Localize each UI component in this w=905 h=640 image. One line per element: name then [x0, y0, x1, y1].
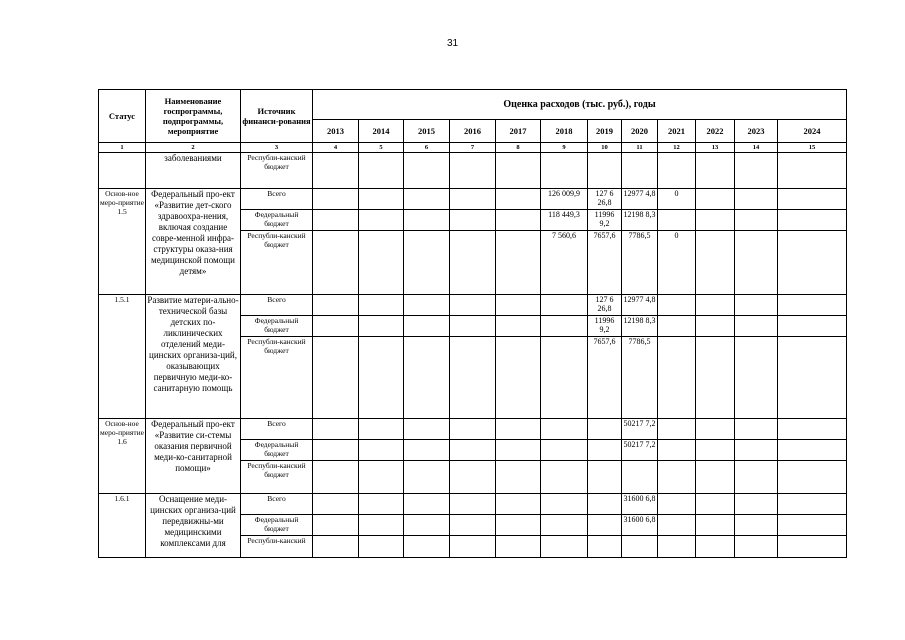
expense-value-cell: [359, 536, 404, 558]
expense-value-cell: [450, 515, 496, 536]
status-cell: [99, 153, 146, 189]
expense-value-cell: [450, 440, 496, 461]
expense-value-cell: [658, 536, 696, 558]
expense-value-cell: [778, 337, 847, 419]
expense-value-cell: [541, 153, 588, 189]
expense-value-cell: [496, 189, 541, 210]
expense-value-cell: [496, 316, 541, 337]
expense-value-cell: [450, 189, 496, 210]
header-name: Наименование госпрограммы, подпрограммы, мероприятие: [146, 90, 241, 143]
expense-value-cell: [778, 461, 847, 494]
funding-source-cell: Республи-канский бюджет: [241, 231, 313, 295]
year-header: 2013: [313, 120, 359, 143]
expense-value-cell: 11996 9,2: [588, 316, 622, 337]
year-header: 2016: [450, 120, 496, 143]
expense-value-cell: [313, 210, 359, 231]
expense-value-cell: [496, 494, 541, 515]
expense-value-cell: [450, 153, 496, 189]
expense-value-cell: [622, 153, 658, 189]
expense-value-cell: [778, 316, 847, 337]
expense-value-cell: [696, 494, 735, 515]
expense-value-cell: [450, 536, 496, 558]
expense-value-cell: [496, 231, 541, 295]
column-number: 8: [496, 143, 541, 153]
measure-name-cell: Федеральный про-ект «Развитие дет-ского здравоохра-нения, включая создание совре-менной инфра-структуры оказа-ния медицинской помощи детям»: [146, 189, 241, 295]
funding-source-cell: Федеральный бюджет: [241, 440, 313, 461]
year-header: 2019: [588, 120, 622, 143]
column-number: 9: [541, 143, 588, 153]
expense-value-cell: [450, 337, 496, 419]
expense-value-cell: [735, 295, 778, 316]
expense-value-cell: 127 6 26,8: [588, 189, 622, 210]
expense-value-cell: [313, 440, 359, 461]
expense-value-cell: [450, 419, 496, 440]
expense-value-cell: 7 560,6: [541, 231, 588, 295]
expense-value-cell: [496, 419, 541, 440]
expense-value-cell: [658, 440, 696, 461]
expense-value-cell: [404, 295, 450, 316]
expense-value-cell: [696, 337, 735, 419]
expense-value-cell: [588, 536, 622, 558]
expense-value-cell: [696, 231, 735, 295]
table-row: [99, 295, 847, 316]
expense-value-cell: [404, 515, 450, 536]
expense-value-cell: [778, 494, 847, 515]
expense-value-cell: [588, 461, 622, 494]
expense-value-cell: [622, 536, 658, 558]
expense-value-cell: [404, 494, 450, 515]
column-number: 7: [450, 143, 496, 153]
expense-value-cell: [658, 515, 696, 536]
expense-value-cell: [588, 153, 622, 189]
expense-value-cell: [735, 210, 778, 231]
expense-value-cell: [588, 440, 622, 461]
expense-value-cell: [313, 494, 359, 515]
expense-value-cell: [541, 536, 588, 558]
expense-value-cell: [404, 536, 450, 558]
funding-source-cell: Всего: [241, 189, 313, 210]
expense-value-cell: [696, 419, 735, 440]
expense-value-cell: [541, 440, 588, 461]
expense-value-cell: [496, 337, 541, 419]
expense-value-cell: [588, 515, 622, 536]
page-number: 31: [446, 38, 459, 49]
expense-value-cell: [404, 440, 450, 461]
status-cell: Основ-ное меро-приятие 1.6: [99, 419, 146, 494]
expense-value-cell: 7657,6: [588, 337, 622, 419]
expense-value-cell: [404, 419, 450, 440]
expense-value-cell: 12198 8,3: [622, 210, 658, 231]
column-number: 6: [404, 143, 450, 153]
expense-value-cell: [658, 153, 696, 189]
expense-value-cell: [541, 295, 588, 316]
column-number: 11: [622, 143, 658, 153]
funding-source-cell: Республи-канский бюджет: [241, 461, 313, 494]
status-cell: 1.6.1: [99, 494, 146, 558]
expense-value-cell: [778, 153, 847, 189]
year-header: 2018: [541, 120, 588, 143]
expense-value-cell: [735, 316, 778, 337]
expense-value-cell: 0: [658, 231, 696, 295]
expense-value-cell: [735, 440, 778, 461]
measure-name-cell: заболеваниями: [146, 153, 241, 189]
expense-value-cell: [696, 153, 735, 189]
year-header: 2020: [622, 120, 658, 143]
expense-value-cell: [588, 419, 622, 440]
expense-value-cell: [359, 515, 404, 536]
expense-value-cell: 118 449,3: [541, 210, 588, 231]
funding-source-cell: Федеральный бюджет: [241, 515, 313, 536]
expense-value-cell: [735, 231, 778, 295]
funding-source-cell: Федеральный бюджет: [241, 210, 313, 231]
table-row: [99, 494, 847, 515]
funding-source-cell: Всего: [241, 295, 313, 316]
expense-value-cell: [496, 515, 541, 536]
expense-value-cell: [496, 295, 541, 316]
expense-value-cell: [735, 494, 778, 515]
expense-value-cell: [359, 494, 404, 515]
column-number: 13: [696, 143, 735, 153]
expense-value-cell: [404, 461, 450, 494]
expense-value-cell: [313, 461, 359, 494]
expense-value-cell: [658, 316, 696, 337]
expense-value-cell: 11996 9,2: [588, 210, 622, 231]
expense-value-cell: [735, 461, 778, 494]
expense-value-cell: [359, 210, 404, 231]
year-header: 2022: [696, 120, 735, 143]
expense-value-cell: [359, 419, 404, 440]
year-header: 2021: [658, 120, 696, 143]
expense-value-cell: [658, 337, 696, 419]
expense-value-cell: 126 009,9: [541, 189, 588, 210]
expense-value-cell: [658, 461, 696, 494]
expense-value-cell: [658, 210, 696, 231]
header-source: Источник финанси-рования: [241, 90, 313, 143]
table-row: [99, 419, 847, 440]
expense-value-cell: [450, 231, 496, 295]
expense-value-cell: [658, 295, 696, 316]
column-number: 3: [241, 143, 313, 153]
expense-value-cell: [359, 461, 404, 494]
funding-source-cell: Республи-канский бюджет: [241, 337, 313, 419]
expense-value-cell: [313, 316, 359, 337]
expense-value-cell: [450, 210, 496, 231]
expense-value-cell: [778, 231, 847, 295]
expense-value-cell: [313, 231, 359, 295]
expense-value-cell: [313, 536, 359, 558]
expense-value-cell: [696, 536, 735, 558]
expense-value-cell: [778, 295, 847, 316]
expense-value-cell: [404, 153, 450, 189]
expense-value-cell: [696, 461, 735, 494]
expense-value-cell: 7786,5: [622, 231, 658, 295]
expense-value-cell: [778, 189, 847, 210]
expense-value-cell: [696, 515, 735, 536]
expense-value-cell: [450, 494, 496, 515]
expense-value-cell: 7657,6: [588, 231, 622, 295]
expense-value-cell: [404, 231, 450, 295]
expense-value-cell: [359, 440, 404, 461]
expense-value-cell: 12977 4,8: [622, 189, 658, 210]
expense-value-cell: [588, 494, 622, 515]
table-row: [99, 189, 847, 210]
expense-value-cell: [359, 316, 404, 337]
expense-value-cell: [541, 337, 588, 419]
expense-value-cell: 50217 7,2: [622, 419, 658, 440]
expense-value-cell: [359, 337, 404, 419]
expense-value-cell: 127 6 26,8: [588, 295, 622, 316]
expense-value-cell: [735, 419, 778, 440]
column-number: 2: [146, 143, 241, 153]
expense-value-cell: [735, 536, 778, 558]
measure-name-cell: Развитие матери-ально-технической базы детских по-ликлинических отделений меди-цинских организа-ций, оказывающих первичную меди-ко-санитарную помощь: [146, 295, 241, 419]
expense-value-cell: [313, 419, 359, 440]
column-number: 10: [588, 143, 622, 153]
expense-value-cell: [313, 337, 359, 419]
year-header: 2015: [404, 120, 450, 143]
funding-source-cell: Республи-канский: [241, 536, 313, 558]
expense-value-cell: [359, 295, 404, 316]
column-number: 4: [313, 143, 359, 153]
header-estimate: Оценка расходов (тыс. руб.), годы: [313, 90, 847, 120]
expense-value-cell: [541, 461, 588, 494]
funding-source-cell: Всего: [241, 494, 313, 515]
expenses-table: [98, 89, 847, 558]
status-cell: Основ-ное меро-приятие 1.5: [99, 189, 146, 295]
expense-value-cell: [696, 210, 735, 231]
expense-value-cell: [359, 153, 404, 189]
expense-value-cell: [359, 189, 404, 210]
measure-name-cell: Оснащение меди-цинских организа-ций передвижны-ми медицинскими комплексами для: [146, 494, 241, 558]
expense-value-cell: [450, 316, 496, 337]
expense-value-cell: [404, 210, 450, 231]
measure-name-cell: Федеральный про-ект «Развитие си-стемы оказания первичной меди-ко-санитарной помощи»: [146, 419, 241, 494]
expense-value-cell: [450, 461, 496, 494]
expense-value-cell: 12977 4,8: [622, 295, 658, 316]
expense-value-cell: [313, 153, 359, 189]
expense-value-cell: [778, 210, 847, 231]
year-header: 2024: [778, 120, 847, 143]
expense-value-cell: [496, 210, 541, 231]
expense-value-cell: [696, 316, 735, 337]
expense-value-cell: 31600 6,8: [622, 515, 658, 536]
column-number: 14: [735, 143, 778, 153]
expense-value-cell: [359, 231, 404, 295]
expense-value-cell: [496, 153, 541, 189]
expense-value-cell: [622, 461, 658, 494]
funding-source-cell: Всего: [241, 419, 313, 440]
expense-value-cell: [541, 419, 588, 440]
table-row: [99, 153, 847, 189]
expense-value-cell: [696, 189, 735, 210]
expense-value-cell: [496, 461, 541, 494]
expense-value-cell: [696, 295, 735, 316]
expense-value-cell: 31600 6,8: [622, 494, 658, 515]
year-header: 2023: [735, 120, 778, 143]
expense-value-cell: [658, 419, 696, 440]
column-number: 12: [658, 143, 696, 153]
expense-value-cell: [313, 295, 359, 316]
expense-value-cell: [735, 189, 778, 210]
expense-value-cell: [450, 295, 496, 316]
expense-value-cell: [541, 515, 588, 536]
expense-value-cell: [313, 515, 359, 536]
expense-value-cell: [404, 316, 450, 337]
expense-value-cell: [778, 515, 847, 536]
funding-source-cell: Федеральный бюджет: [241, 316, 313, 337]
expense-value-cell: [735, 337, 778, 419]
column-number: 15: [778, 143, 847, 153]
expense-value-cell: [696, 440, 735, 461]
expense-value-cell: 7786,5: [622, 337, 658, 419]
expense-value-cell: [778, 419, 847, 440]
expense-value-cell: [778, 536, 847, 558]
status-cell: 1.5.1: [99, 295, 146, 419]
year-header: 2017: [496, 120, 541, 143]
expense-value-cell: [735, 515, 778, 536]
expense-value-cell: [496, 440, 541, 461]
expense-value-cell: [658, 494, 696, 515]
header-status: Статус: [99, 90, 146, 143]
expense-value-cell: 50217 7,2: [622, 440, 658, 461]
expense-value-cell: [313, 189, 359, 210]
expense-value-cell: [496, 536, 541, 558]
expense-value-cell: [735, 153, 778, 189]
year-header: 2014: [359, 120, 404, 143]
expense-value-cell: 0: [658, 189, 696, 210]
expense-value-cell: [778, 440, 847, 461]
column-number: 1: [99, 143, 146, 153]
expense-value-cell: 12198 8,3: [622, 316, 658, 337]
expense-value-cell: [541, 494, 588, 515]
expense-value-cell: [404, 189, 450, 210]
column-number: 5: [359, 143, 404, 153]
funding-source-cell: Республи-канский бюджет: [241, 153, 313, 189]
expense-value-cell: [404, 337, 450, 419]
expense-value-cell: [541, 316, 588, 337]
